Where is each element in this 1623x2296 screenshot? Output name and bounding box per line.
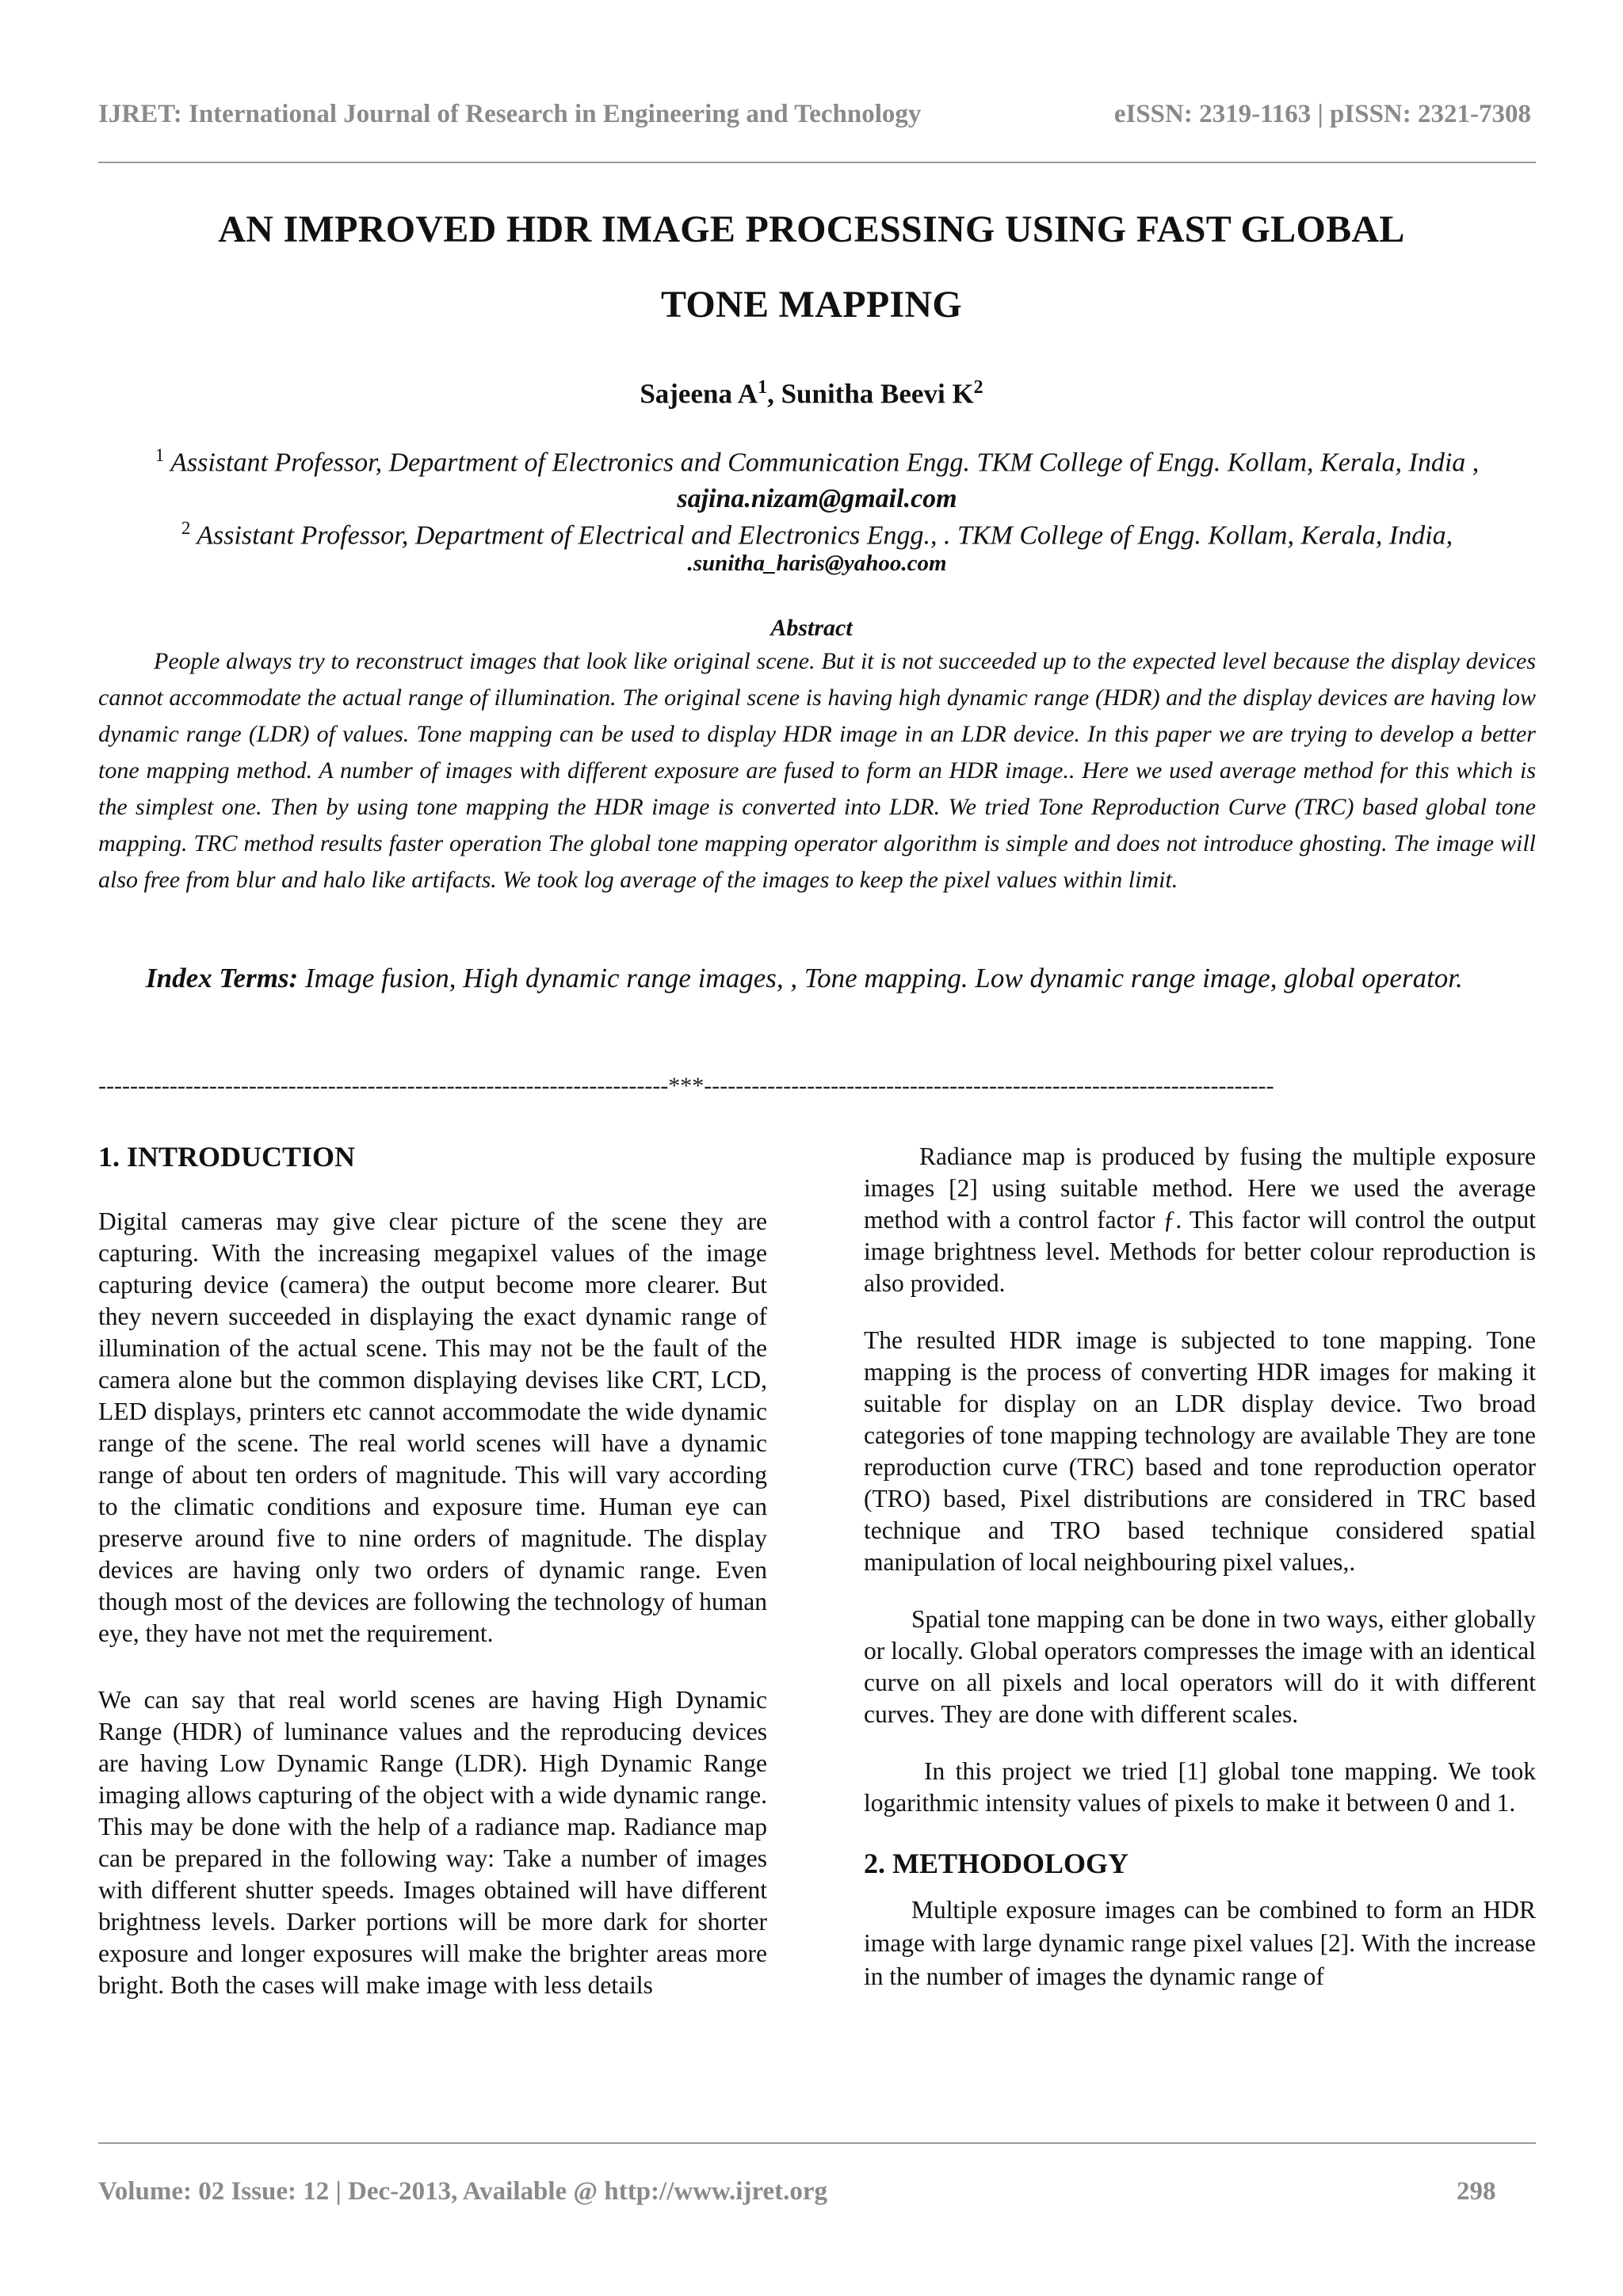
index-terms-text: Image fusion, High dynamic range images, , Tone mapping. Low dynamic range image, global operator. bbox=[298, 963, 1463, 994]
section-1-title: 1. INTRODUCTION bbox=[98, 1141, 356, 1173]
index-terms-label: Index Terms: bbox=[146, 963, 299, 994]
page-number: 298 bbox=[1457, 2177, 1496, 2206]
journal-header: IJRET: International Journal of Research in Engineering and Technology bbox=[98, 100, 922, 128]
right-paragraph-1: Radiance map is produced by fusing the multiple exposure images [2] using suitable method. Here we used the average method with a control factor ƒ. This factor will control the output image brightness level. Methods for better colour reproduction is also provided. bbox=[864, 1142, 1536, 1297]
author-2-sup: 2 bbox=[973, 377, 983, 398]
right-paragraph-2: The resulted HDR image is subjected to tone mapping. Tone mapping is the process of converting HDR images for making it suitable for display on an LDR display device. Two broad categories of tone mapping technology are available They are tone reproduction curve (TRC) based and tone reproduction operator (TRO) based, Pixel distributions are considered in TRC based technique and TRO based technique considered spatial manipulation of local neighbouring pixel values,. bbox=[864, 1326, 1536, 1576]
abstract-heading: Abstract bbox=[770, 615, 853, 641]
affiliation-1-text: Assistant Professor, Department of Electronics and Communication Engg. TKM College of Engg. Kollam, Kerala, India , bbox=[164, 448, 1480, 478]
paper-title-line-1: AN IMPROVED HDR IMAGE PROCESSING USING FAST GLOBAL bbox=[218, 208, 1405, 250]
right-paragraph-4: In this project we tried [1] global tone mapping. We took logarithmic intensity values of pixels to make it between 0 and 1. bbox=[864, 1757, 1536, 1817]
footer-volume: Volume: 02 Issue: 12 | Dec-2013, Available @ http://www.ijret.org bbox=[98, 2177, 828, 2206]
footer-rule bbox=[98, 2142, 1536, 2144]
affiliation-1-email[interactable]: sajina.nizam@gmail.com bbox=[677, 484, 957, 514]
section-separator: ------------------------------------------------------------------------***------------------------------------------------------------------------ bbox=[98, 1073, 1274, 1099]
author-1-sup: 1 bbox=[758, 377, 768, 398]
methodology-paragraph-1: Multiple exposure images can be combined to form an HDR image with large dynamic range pixel values [2]. With the increase in the number of images the dynamic range of bbox=[864, 1896, 1536, 1990]
affiliation-2-sup: 2 bbox=[181, 518, 191, 538]
index-terms bbox=[98, 959, 1536, 998]
affiliation-2-email[interactable]: .sunitha_haris@yahoo.com bbox=[687, 551, 947, 576]
authors bbox=[0, 377, 1623, 410]
intro-paragraph-2: We can say that real world scenes are having High Dynamic Range (HDR) of luminance values and the reproducing devices are having Low Dynamic Range (LDR). High Dynamic Range imaging allows capturing of the object with a wide dynamic range. This may be done with the help of a radiance map. Radiance map can be prepared in the following way: Take a number of images with different shutter speeds. Images obtained will have different brightness levels. Darker portions will be more dark for shorter exposure and longer exposures will make the brighter areas more bright. Both the cases will make image with less details bbox=[98, 1686, 767, 1999]
header-rule bbox=[98, 162, 1536, 163]
intro-paragraph-1: Digital cameras may give clear picture of the scene they are capturing. With the increasing megapixel values of the image capturing device (camera) the output become more clearer. But they nevern succeeded in displaying the exact dynamic range of illumination of the actual scene. This may not be the fault of the camera alone but the common displaying devises like CRT, LCD, LED displays, printers etc cannot accommodate the wide dynamic range of the scene. The real world scenes will have a dynamic range of about ten orders of magnitude. This will vary according to the climatic conditions and exposure time. Human eye can preserve around five to nine orders of magnitude. The display devices are having only two orders of dynamic range. Even though most of the devices are following the technology of human eye, they have not met the requirement. bbox=[98, 1207, 767, 1647]
affiliation-1-sup: 1 bbox=[155, 445, 165, 465]
abstract-text: People always try to reconstruct images that look like original scene. But it is not succeeded up to the expected level because the display devices cannot accommodate the actual range of illumination. The original scene is having high dynamic range (HDR) and the display devices are having low dynamic range (LDR) of values. Tone mapping can be used to display HDR image in an LDR device. In this paper we are trying to develop a better tone mapping method. A number of images with different exposure are fused to form an HDR image.. Here we used average method for this which is the simplest one. Then by using tone mapping the HDR image is converted into LDR. We tried Tone Reproduction Curve (TRC) based global tone mapping. TRC method results faster operation The global tone mapping operator algorithm is simple and does not introduce ghosting. The image will also free from blur and halo like artifacts. We took log average of the images to keep the pixel values within limit. bbox=[98, 648, 1536, 893]
paper-title-line-2: TONE MAPPING bbox=[660, 284, 963, 326]
affiliation-2-text: Assistant Professor, Department of Electrical and Electronics Engg., . TKM College of Engg. Kollam, Kerala, India, bbox=[190, 521, 1453, 551]
author-separator: , bbox=[767, 378, 781, 410]
affiliation-1 bbox=[98, 437, 1536, 517]
author-1-name: Sajeena A bbox=[640, 378, 758, 410]
section-2-title: 2. METHODOLOGY bbox=[864, 1848, 1129, 1879]
author-2-name: Sunitha Beevi K bbox=[781, 378, 974, 410]
right-column bbox=[864, 1141, 1536, 1993]
left-column bbox=[98, 1141, 767, 2001]
issn-header: eISSN: 2319-1163 | pISSN: 2321-7308 bbox=[1113, 100, 1531, 128]
right-paragraph-3: Spatial tone mapping can be done in two ways, either globally or locally. Global operators compresses the image with an identical curve on all pixels and local operators will do it with different curves. They are done with different scales. bbox=[864, 1605, 1536, 1728]
